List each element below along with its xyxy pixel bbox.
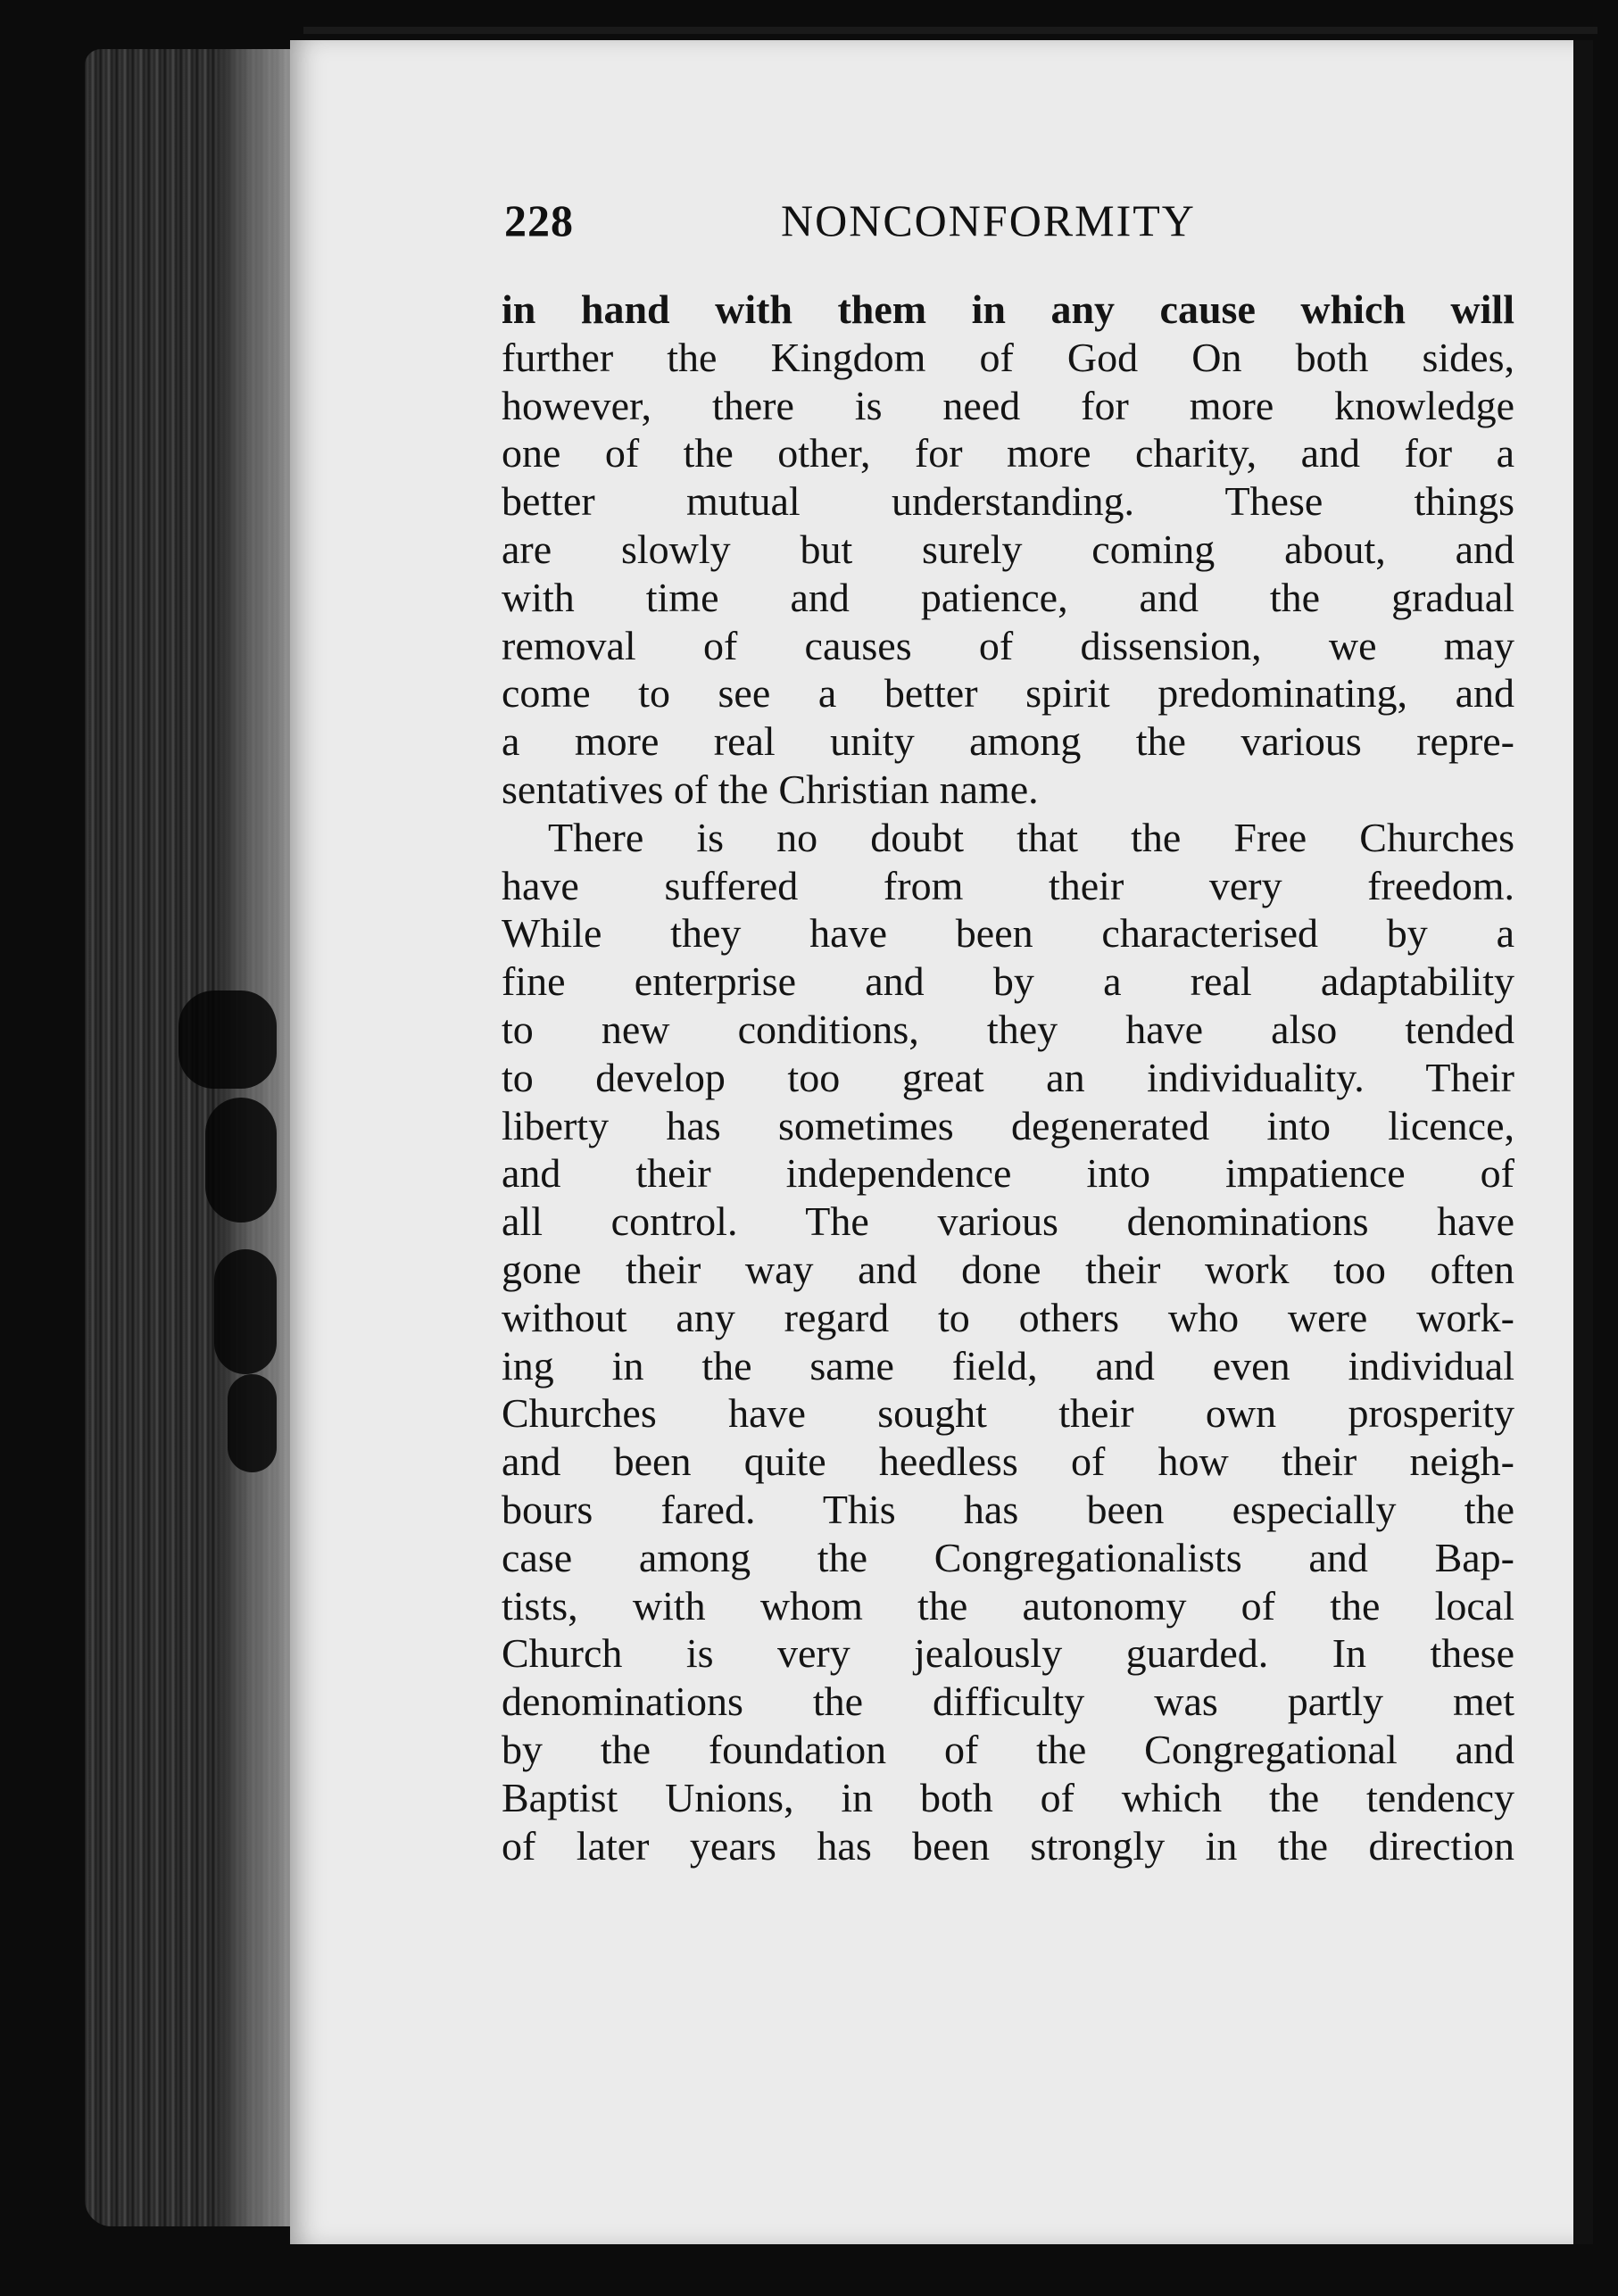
text-line: removal of causes of dissension, we may: [502, 622, 1514, 668]
text-line: come to see a better spirit predominating, and: [502, 670, 1514, 717]
text-line: and their independence into impatience of: [502, 1150, 1514, 1197]
text-line: tists, with whom the autonomy of the local: [502, 1582, 1514, 1629]
text-line: are slowly but surely coming about, and: [502, 526, 1514, 572]
page-number: 228: [504, 195, 574, 245]
text-line: While they have been characterised by a: [502, 910, 1514, 957]
text-line: There is no doubt that the Free Churches: [548, 814, 1514, 860]
text-line: of later years has been strongly in the direction: [502, 1822, 1514, 1869]
text-line: gone their way and done their work too often: [502, 1246, 1514, 1292]
body-text: [502, 286, 1514, 1869]
text-line: however, there is need for more knowledge: [502, 382, 1514, 428]
text-line: by the foundation of the Congregational and: [502, 1726, 1514, 1772]
text-line: fine enterprise and by a real adaptability: [502, 958, 1514, 1005]
text-line: one of the other, for more charity, and for a: [502, 430, 1514, 477]
text-line: bours fared. This has been especially the: [502, 1486, 1514, 1532]
text-line: to new conditions, they have also tended: [502, 1006, 1514, 1052]
text-line: with time and patience, and the gradual: [502, 574, 1514, 620]
edge-stamp-mark: [228, 1374, 277, 1472]
text-line: and been quite heedless of how their neigh-: [502, 1438, 1514, 1485]
text-line: ing in the same field, and even individual: [502, 1342, 1514, 1388]
text-line: liberty has sometimes degenerated into licence,: [502, 1102, 1514, 1148]
text-line: a more real unity among the various repre-: [502, 718, 1514, 765]
text-line: to develop too great an individuality. Their: [502, 1054, 1514, 1100]
running-head: [504, 195, 1513, 248]
edge-stamp-mark: [214, 1249, 277, 1374]
text-line: further the Kingdom of God On both sides,: [502, 334, 1514, 380]
page-top-shadow: [303, 27, 1597, 34]
edge-stamp-mark: [178, 991, 277, 1089]
text-line: have suffered from their very freedom.: [502, 862, 1514, 908]
text-line: Churches have sought their own prosperity: [502, 1390, 1514, 1437]
text-line: Church is very jealously guarded. In these: [502, 1630, 1514, 1677]
text-line: case among the Congregationalists and Bap-: [502, 1534, 1514, 1580]
text-line: in hand with them in any cause which will: [502, 286, 1514, 332]
edge-stamp-mark: [205, 1098, 277, 1223]
text-line: without any regard to others who were work-: [502, 1294, 1514, 1340]
running-title: NONCONFORMITY: [781, 195, 1196, 245]
text-line: Baptist Unions, in both of which the tendency: [502, 1774, 1514, 1820]
text-line: denominations the difficulty was partly met: [502, 1678, 1514, 1725]
text-line: all control. The various denominations have: [502, 1198, 1514, 1245]
text-line: better mutual understanding. These things: [502, 478, 1514, 525]
text-line: sentatives of the Christian name.: [502, 766, 1039, 812]
